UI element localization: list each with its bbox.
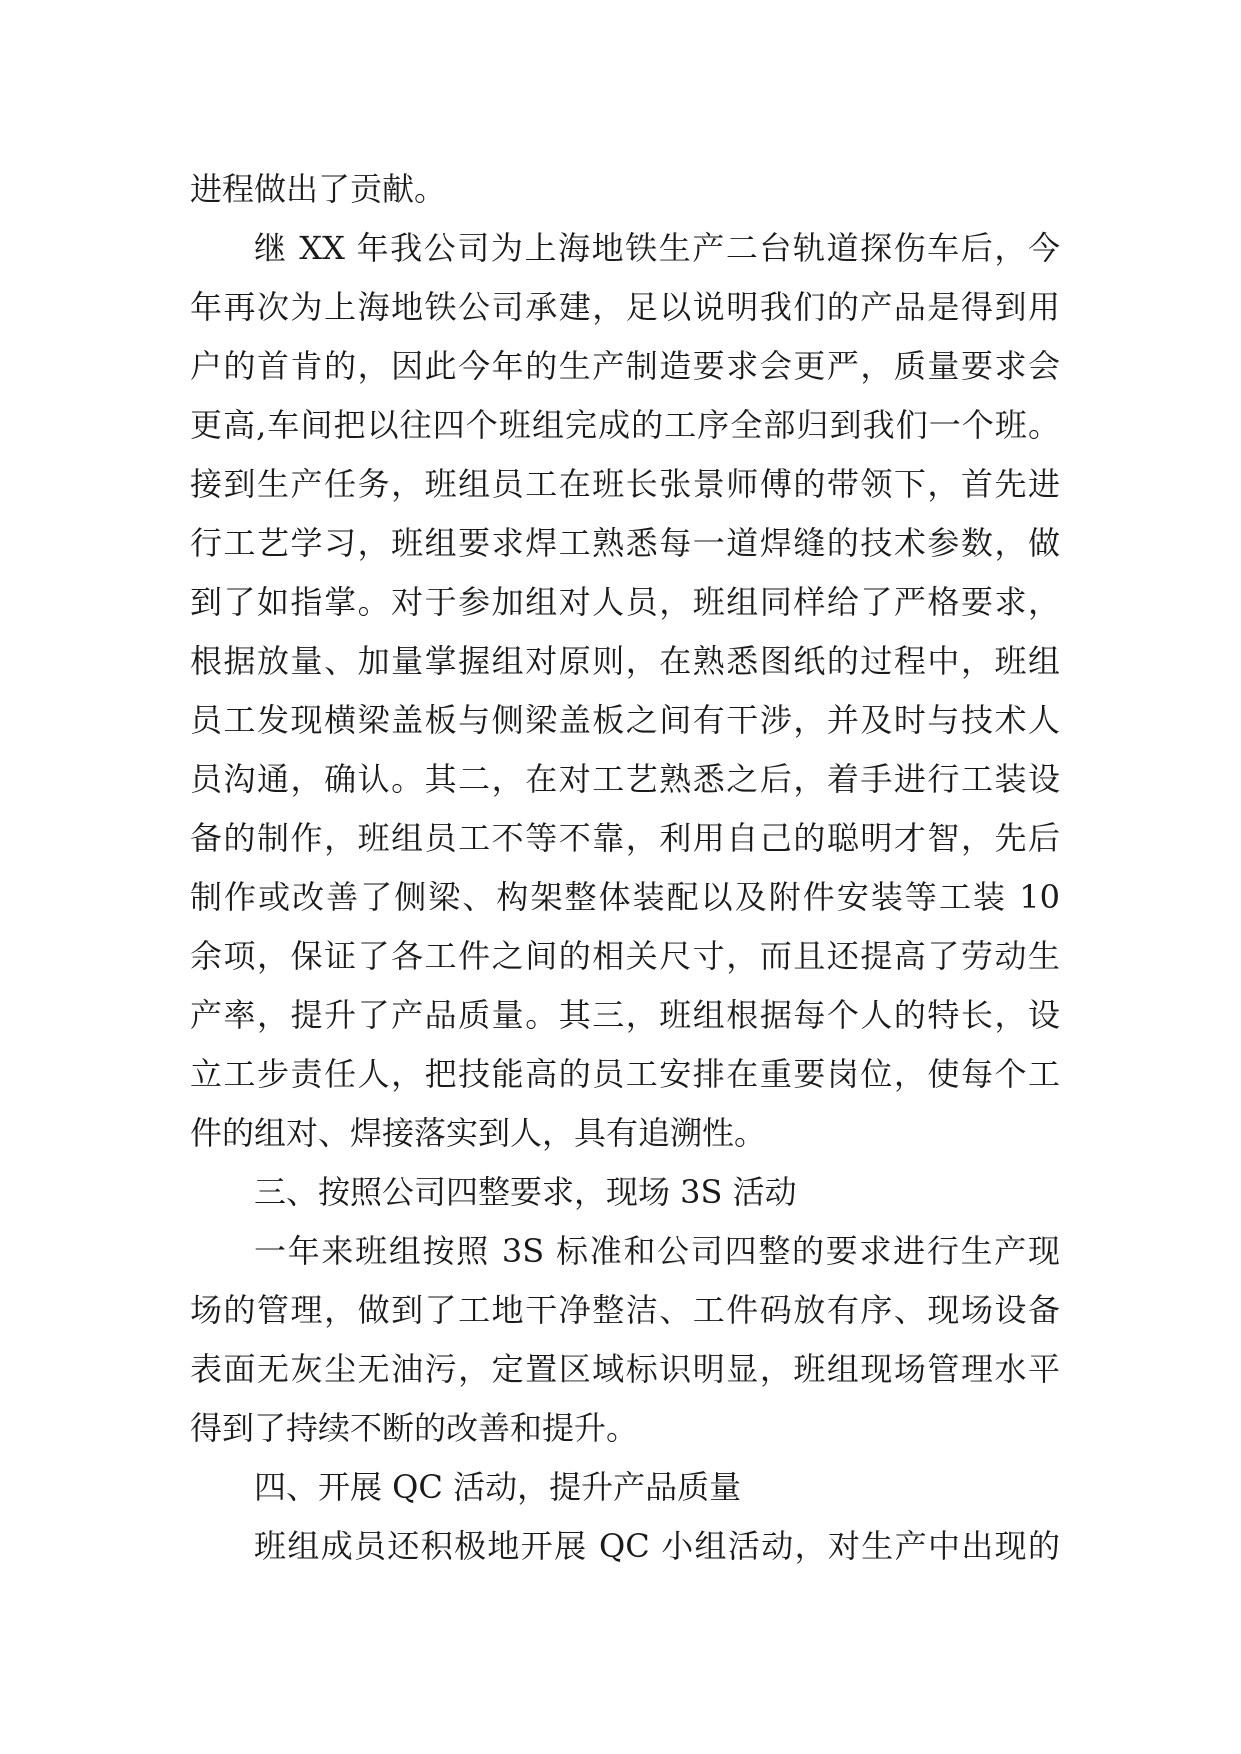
paragraph-start-line: 继 XX 年我公司为上海地铁生产二台轨道探伤车后，今 [254, 229, 1060, 267]
section-heading: 三、按照公司四整要求，现场 3S 活动 [254, 1173, 797, 1211]
paragraph-start-line: 一年来班组按照 3S 标准和公司四整的要求进行生产现 [254, 1232, 1060, 1270]
text-line: 制作或改善了侧梁、构架整体装配以及附件安装等工装 10 [190, 878, 1060, 916]
text-line: 进程做出了贡献。 [190, 170, 447, 208]
text-line: 产率，提升了产品质量。其三，班组根据每个人的特长，设 [190, 996, 1060, 1034]
body-text [190, 160, 1060, 1576]
text-line: 得到了持续不断的改善和提升。 [190, 1409, 639, 1447]
text-line: 接到生产任务，班组员工在班长张景师傅的带领下，首先进 [190, 465, 1060, 503]
text-line: 行工艺学习，班组要求焊工熟悉每一道焊缝的技术参数，做 [190, 524, 1060, 562]
text-line: 表面无灰尘无油污，定置区域标识明显，班组现场管理水平 [190, 1350, 1060, 1388]
text-line: 到了如指掌。对于参加组对人员，班组同样给了严格要求， [190, 583, 1060, 621]
text-line: 场的管理，做到了工地干净整洁、工件码放有序、现场设备 [190, 1291, 1060, 1329]
text-line: 更高,车间把以往四个班组完成的工序全部归到我们一个班。 [190, 406, 1060, 444]
text-line: 备的制作，班组员工不等不靠，利用自己的聪明才智，先后 [190, 819, 1060, 857]
text-line: 员工发现横梁盖板与侧梁盖板之间有干涉，并及时与技术人 [190, 701, 1060, 739]
text-line: 余项，保证了各工件之间的相关尺寸，而且还提高了劳动生 [190, 937, 1060, 975]
text-line: 件的组对、焊接落实到人，具有追溯性。 [190, 1114, 767, 1152]
section-heading: 四、开展 QC 活动，提升产品质量 [254, 1468, 742, 1506]
text-line: 立工步责任人，把技能高的员工安排在重要岗位，使每个工 [190, 1055, 1060, 1093]
text-line: 员沟通，确认。其二，在对工艺熟悉之后，着手进行工装设 [190, 760, 1060, 798]
text-line: 根据放量、加量掌握组对原则，在熟悉图纸的过程中，班组 [190, 642, 1060, 680]
text-line: 年再次为上海地铁公司承建，足以说明我们的产品是得到用 [190, 288, 1060, 326]
paragraph-start-line: 班组成员还积极地开展 QC 小组活动，对生产中出现的 [254, 1527, 1060, 1565]
text-line: 户的首肯的，因此今年的生产制造要求会更严，质量要求会 [190, 347, 1060, 385]
